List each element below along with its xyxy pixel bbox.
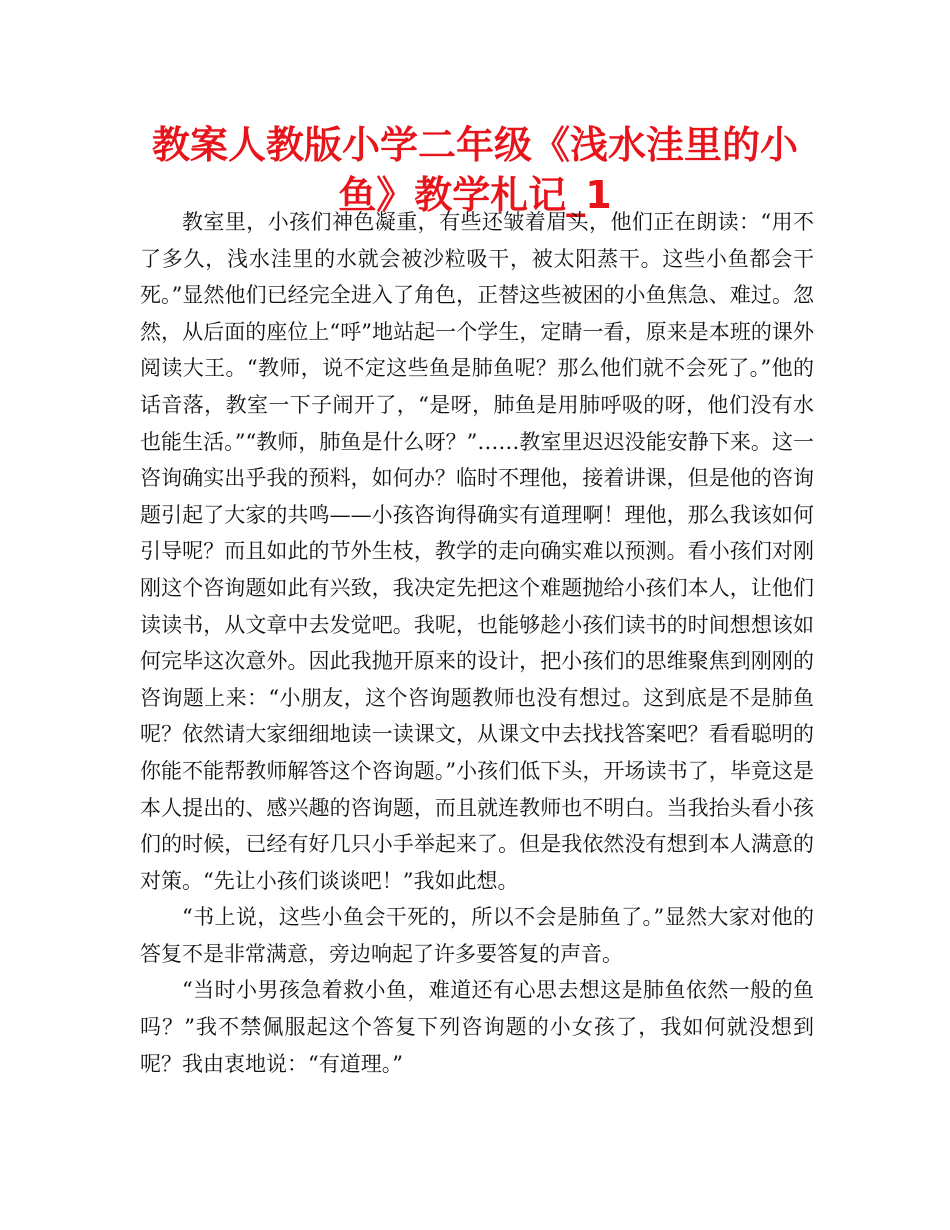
paragraph: “当时小男孩急着救小鱼，难道还有心思去想这是肺鱼依然一般的鱼吗？”我不禁佩服起这个答复下列咨询题的小女孩了，我如何就没想到呢？我由衷地说：“有道理。” <box>140 978 814 1076</box>
paragraph: “书上说，这些小鱼会干死的，所以不会是肺鱼了。”显然大家对他的答复不是非常满意，旁边响起了许多要答复的声音。 <box>140 905 814 966</box>
document-body <box>140 204 814 1082</box>
document-title: 教案人教版小学二年级《浅水洼里的小鱼》教学札记_1 <box>151 123 798 217</box>
paragraph: 教室里，小孩们神色凝重，有些还皱着眉头，他们正在朗读：“用不了多久，浅水洼里的水就会被沙粒吸干，被太阳蒸干。这些小鱼都会干死。”显然他们已经完全进入了角色，正替这些被困的小鱼焦急、难过。忽然，从后面的座位上“呼”地站起一个学生，定睛一看，原来是本班的课外阅读大王。“教师，说不定这些鱼是肺鱼呢？那么他们就不会死了。”他的话音落，教室一下子闹开了，“是呀，肺鱼是用肺呼吸的呀，他们没有水也能生活。”“教师，肺鱼是什么呀？”……教室里迟迟没能安静下来。这一咨询确实出乎我的预料，如何办？临时不理他，接着讲课，但是他的咨询题引起了大家的共鸣——小孩咨询得确实有道理啊！理他，那么我该如何引导呢？而且如此的节外生枝，教学的走向确实难以预测。看小孩们对刚刚这个咨询题如此有兴致，我决定先把这个难题抛给小孩们本人，让他们读读书，从文章中去发觉吧。我呢，也能够趁小孩们读书的时间想想该如何完毕这次意外。因此我抛开原来的设计，把小孩们的思维聚焦到刚刚的咨询题上来：“小朋友，这个咨询题教师也没有想过。这到底是不是肺鱼呢？依然请大家细细地读一读课文，从课文中去找找答案吧？看看聪明的你能不能帮教师解答这个咨询题。”小孩们低下头，开场读书了，毕竟这是本人提出的、感兴趣的咨询题，而且就连教师也不明白。当我抬头看小孩们的时候，已经有好几只小手举起来了。但是我依然没有想到本人满意的对策。“先让小孩们谈谈吧！”我如此想。 <box>140 210 814 893</box>
